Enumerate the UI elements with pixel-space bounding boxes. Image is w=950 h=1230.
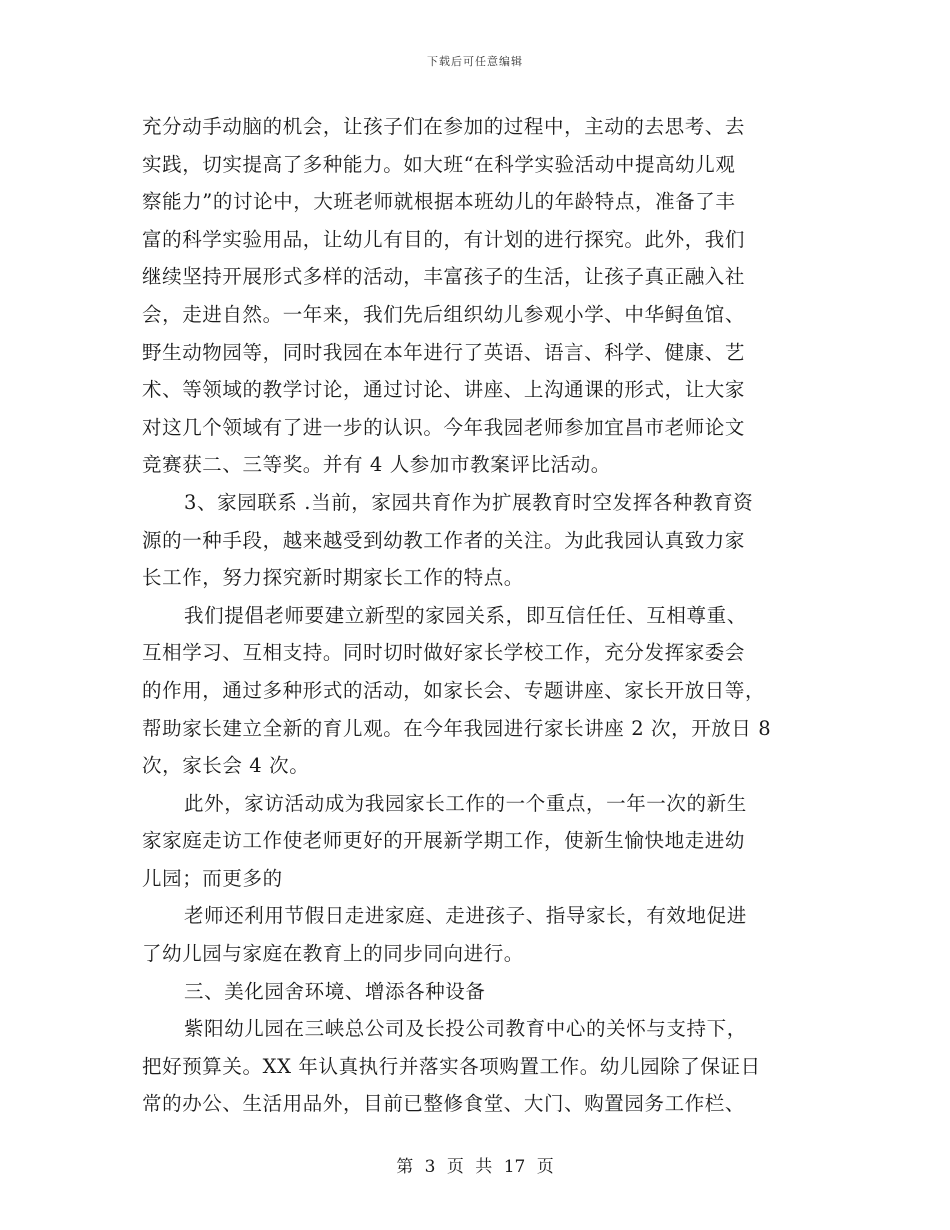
text-line: 术、等领域的教学讨论，通过讨论、讲座、上沟通课的形式，让大家 xyxy=(142,378,746,402)
text-line: 把好预算关。XX 年认真执行并落实各项购置工作。幼儿园除了保证日 xyxy=(142,1054,761,1078)
document-body xyxy=(142,108,810,1123)
text-line: 此外，家访活动成为我园家长工作的一个重点，一年一次的新生 xyxy=(184,791,747,815)
text-line: 家家庭走访工作使老师更好的开展新学期工作，使新生愉快地走进幼 xyxy=(142,829,746,853)
text-line: 实践，切实提高了多种能力。如大班“在科学实验活动中提高幼儿观 xyxy=(142,152,736,176)
text-line: 次，家长会 4 次。 xyxy=(142,754,310,778)
text-line: 继续坚持开展形式多样的活动，丰富孩子的生活，让孩子真正融入社 xyxy=(142,265,746,289)
text-line: 源的一种手段，越来越受到幼教工作者的关注。为此我园认真致力家 xyxy=(142,528,746,552)
text-line: 竞赛获二、三等奖。并有 4 人参加市教案评比活动。 xyxy=(142,453,611,477)
text-line: 充分动手动脑的机会，让孩子们在参加的过程中，主动的去思考、去 xyxy=(142,115,746,138)
text-line: 儿园；而更多的 xyxy=(142,866,283,890)
text-line: 对这几个领域有了进一步的认识。今年我园老师参加宜昌市老师论文 xyxy=(142,415,746,439)
text-line: 3、家园联系 .当前，家园共育作为扩展教育时空发挥各种教育资 xyxy=(184,490,754,514)
text-line: 互相学习、互相支持。同时切时做好家长学校工作，充分发挥家委会 xyxy=(142,641,746,665)
text-line: 会，走进自然。一年来，我们先后组织幼儿参观小学、中华鲟鱼馆、 xyxy=(142,302,746,326)
text-line: 我们提倡老师要建立新型的家园关系，即互信任任、互相尊重、 xyxy=(184,603,747,627)
text-line: 富的科学实验用品，让幼儿有目的，有计划的进行探究。此外，我们 xyxy=(142,227,746,251)
text-line: 帮助家长建立全新的育儿观。在今年我园进行家长讲座 2 次，开放日 8 xyxy=(142,716,772,740)
text-line: 常的办公、生活用品外，目前已整修食堂、大门、购置园务工作栏、 xyxy=(142,1092,746,1116)
text-line: 三、美化园舍环境、增添各种设备 xyxy=(184,979,486,1003)
text-line: 的作用，通过多种形式的活动，如家长会、专题讲座、家长开放日等， xyxy=(142,678,766,702)
text-line: 老师还利用节假日走进家庭、走进孩子、指导家长，有效地促进 xyxy=(184,904,747,928)
page-header: 下载后可任意编辑 xyxy=(427,55,523,68)
text-line: 野生动物园等，同时我园在本年进行了英语、语言、科学、健康、艺 xyxy=(142,340,746,364)
text-line: 长工作，努力探究新时期家长工作的特点。 xyxy=(142,566,524,590)
text-line: 察能力”的讨论中，大班老师就根据本班幼儿的年龄特点，准备了丰 xyxy=(142,190,736,214)
page-number: 第 3 页 共 17 页 xyxy=(396,1157,554,1177)
text-line: 紫阳幼儿园在三峡总公司及长投公司教育中心的关怀与支持下， xyxy=(184,1017,747,1041)
text-line: 了幼儿园与家庭在教育上的同步同向进行。 xyxy=(142,942,524,966)
